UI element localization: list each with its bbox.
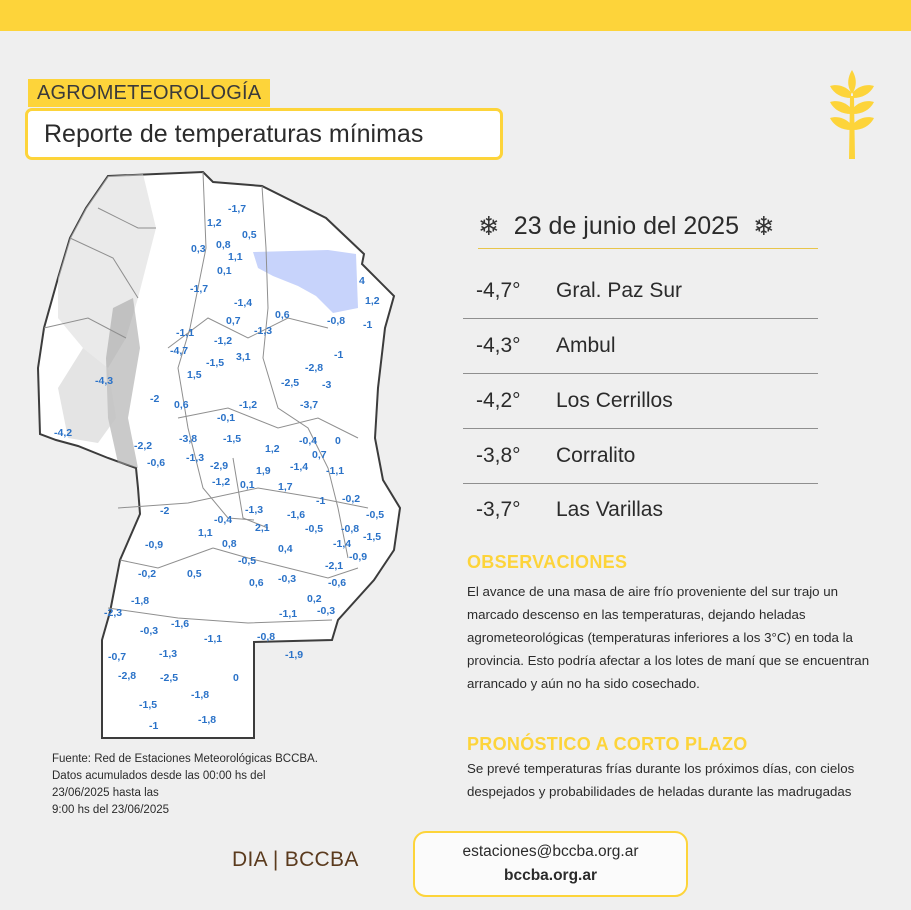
map-value: -2,9 [210, 460, 229, 472]
ranking-place: Corralito [556, 444, 636, 467]
map-value: 1,2 [207, 217, 222, 229]
ranking-place: Gral. Paz Sur [556, 279, 683, 302]
map-value: -1,4 [290, 461, 309, 473]
source-line: Datos acumulados desde las 00:00 hs del [52, 770, 266, 782]
map-value: 0,8 [222, 538, 237, 550]
map-value: -3,7 [300, 399, 319, 411]
map-value: -1,8 [198, 714, 217, 726]
map-value: -4,3 [95, 375, 114, 387]
map-value: -1,4 [333, 538, 352, 550]
top-accent-bar [0, 0, 911, 31]
map-value: -0,6 [147, 457, 166, 469]
ranking-place: Ambul [556, 334, 616, 357]
map-value: 0,1 [217, 265, 232, 277]
map-value: -1,3 [254, 325, 273, 337]
map-value: -2,3 [104, 607, 123, 619]
map-value: -0,7 [108, 651, 127, 663]
map-value: 3,1 [236, 351, 251, 363]
map-value: 1,2 [265, 443, 280, 455]
ranking-place: Los Cerrillos [556, 389, 673, 412]
province-map [28, 168, 414, 740]
map-value: 1,1 [198, 527, 213, 539]
map-value: -0,8 [341, 523, 360, 535]
map-value: 4 [359, 275, 365, 287]
map-value: -1,2 [214, 335, 233, 347]
map-value: -0,3 [317, 605, 336, 617]
map-value: -2 [160, 505, 170, 517]
ranking-temp: -4,2° [476, 389, 521, 412]
map-value: -0,6 [328, 577, 347, 589]
map-value: -1,2 [212, 476, 231, 488]
map-value: 0,2 [307, 593, 322, 605]
map-value: -2,2 [134, 440, 153, 452]
snowflake-icon: ❄ [478, 211, 500, 241]
map-value: -1,3 [186, 452, 205, 464]
map-value: -1 [149, 720, 159, 732]
map-value: -1,5 [139, 699, 158, 711]
map-value: -1,4 [234, 297, 253, 309]
map-value: 0,6 [174, 399, 189, 411]
map-value: 0,4 [278, 543, 293, 555]
map-value: -0,1 [217, 412, 236, 424]
map-value: -1,8 [131, 595, 150, 607]
page-title: Reporte de temperaturas mínimas [25, 108, 503, 160]
map-value: -0,2 [342, 493, 361, 505]
map-value: 1,7 [278, 481, 293, 493]
map-value: -2,8 [118, 670, 137, 682]
map-value: -2,1 [325, 560, 344, 572]
map-value: 0,3 [191, 243, 206, 255]
map-value: 0 [335, 435, 341, 447]
map-value: -1,6 [171, 618, 190, 630]
map-value: -1,5 [223, 433, 242, 445]
map-value: -3 [322, 379, 332, 391]
map-value: 1,2 [365, 295, 380, 307]
ranking-temp: -4,7° [476, 279, 521, 302]
wheat-icon [826, 66, 878, 161]
report-date [478, 204, 818, 249]
source-line: Fuente: Red de Estaciones Meteorológicas BCCBA. [52, 753, 318, 765]
observations-text: El avance de una masa de aire frío proveniente del sur trajo un marcado descenso en las temperaturas, dejando heladas agrometeorológicas (temperaturas inferiores a los 3°C) en toda la provincia. Esto podría afectar a los lotes de maní que se encuentran arrancado y aún no ha sido cosechado. [467, 584, 870, 691]
map-value: -1,3 [159, 648, 178, 660]
map-value: -2,5 [160, 672, 179, 684]
map-value: 0,6 [249, 577, 264, 589]
map-value: 1,9 [256, 465, 271, 477]
map-value: -0,5 [366, 509, 385, 521]
map-value: 0 [233, 672, 239, 684]
map-value: 0,5 [242, 229, 257, 241]
map-value: 1,1 [228, 251, 243, 263]
map-value: 0,8 [216, 239, 231, 251]
map-value: -1,6 [287, 509, 306, 521]
source-line: 23/06/2025 hasta las [52, 787, 159, 799]
ranking-place: Las Varillas [556, 498, 663, 521]
map-value: 0,1 [240, 479, 255, 491]
map-value: -1 [316, 495, 326, 507]
map-value: -1,1 [176, 327, 195, 339]
map-value: -0,3 [278, 573, 297, 585]
map-value: 0,5 [187, 568, 202, 580]
map-value: -1,5 [363, 531, 382, 543]
map-value: 0,7 [226, 315, 241, 327]
ranking-row [463, 483, 818, 537]
map-value: -0,8 [327, 315, 346, 327]
contact-email-link[interactable]: estaciones@bccba.org.ar [462, 843, 639, 860]
map-value: 0,7 [312, 449, 327, 461]
map-value: -1 [334, 349, 344, 361]
ranking-row [463, 374, 818, 429]
ranking-temp: -3,7° [476, 498, 521, 521]
map-value: -0,3 [140, 625, 159, 637]
section-kicker: AGROMETEOROLOGÍA [28, 79, 270, 107]
report-date-text: 23 de junio del 2025 [513, 211, 739, 240]
map-value: -0,2 [138, 568, 157, 580]
map-value: -4,2 [54, 427, 73, 439]
map-value: -2,5 [281, 377, 300, 389]
map-value: -1,8 [191, 689, 210, 701]
brand-logo-text: DIA | BCCBA [232, 848, 359, 871]
forecast-text: Se prevé temperaturas frías durante los próximos días, con cielos despejados y probabilidades de heladas durante las madrugadas [467, 761, 855, 799]
map-value: -3,8 [179, 433, 198, 445]
map-value: -2,8 [305, 362, 324, 374]
ranking-row [463, 319, 818, 374]
forecast-title: PRONÓSTICO A CORTO PLAZO [467, 734, 748, 754]
map-value: -0,9 [145, 539, 164, 551]
map-value: -4,7 [170, 345, 189, 357]
website-link[interactable]: bccba.org.ar [503, 867, 598, 884]
map-value: -1 [363, 319, 373, 331]
map-value: -0,5 [305, 523, 324, 535]
observations-title: OBSERVACIONES [467, 552, 628, 572]
source-line: 9:00 hs del 23/06/2025 [52, 804, 170, 816]
map-value: -2 [150, 393, 160, 405]
map-value: -0,9 [349, 551, 368, 563]
data-source-note [52, 751, 372, 819]
map-value: -0,4 [299, 435, 318, 447]
map-value: 1,5 [187, 369, 202, 381]
map-value: -1,1 [326, 465, 345, 477]
ranking-temp: -3,8° [476, 444, 521, 467]
map-value: -0,5 [238, 555, 257, 567]
map-value: -1,5 [206, 357, 225, 369]
ranking-row [463, 264, 818, 319]
snowflake-icon: ❄ [753, 211, 775, 241]
contact-box [413, 831, 688, 897]
map-value: -1,2 [239, 399, 258, 411]
map-value: -0,4 [214, 514, 233, 526]
map-value: 2,1 [255, 522, 270, 534]
map-value: -1,9 [285, 649, 304, 661]
map-value: -1,3 [245, 504, 264, 516]
map-value: 0,6 [275, 309, 290, 321]
map-value: -1,7 [228, 203, 247, 215]
ranking-temp: -4,3° [476, 334, 521, 357]
map-value: -1,1 [204, 633, 223, 645]
ranking-row [463, 429, 818, 484]
map-value: -1,1 [279, 608, 298, 620]
map-value: -0,8 [257, 631, 276, 643]
map-value: -1,7 [190, 283, 209, 295]
